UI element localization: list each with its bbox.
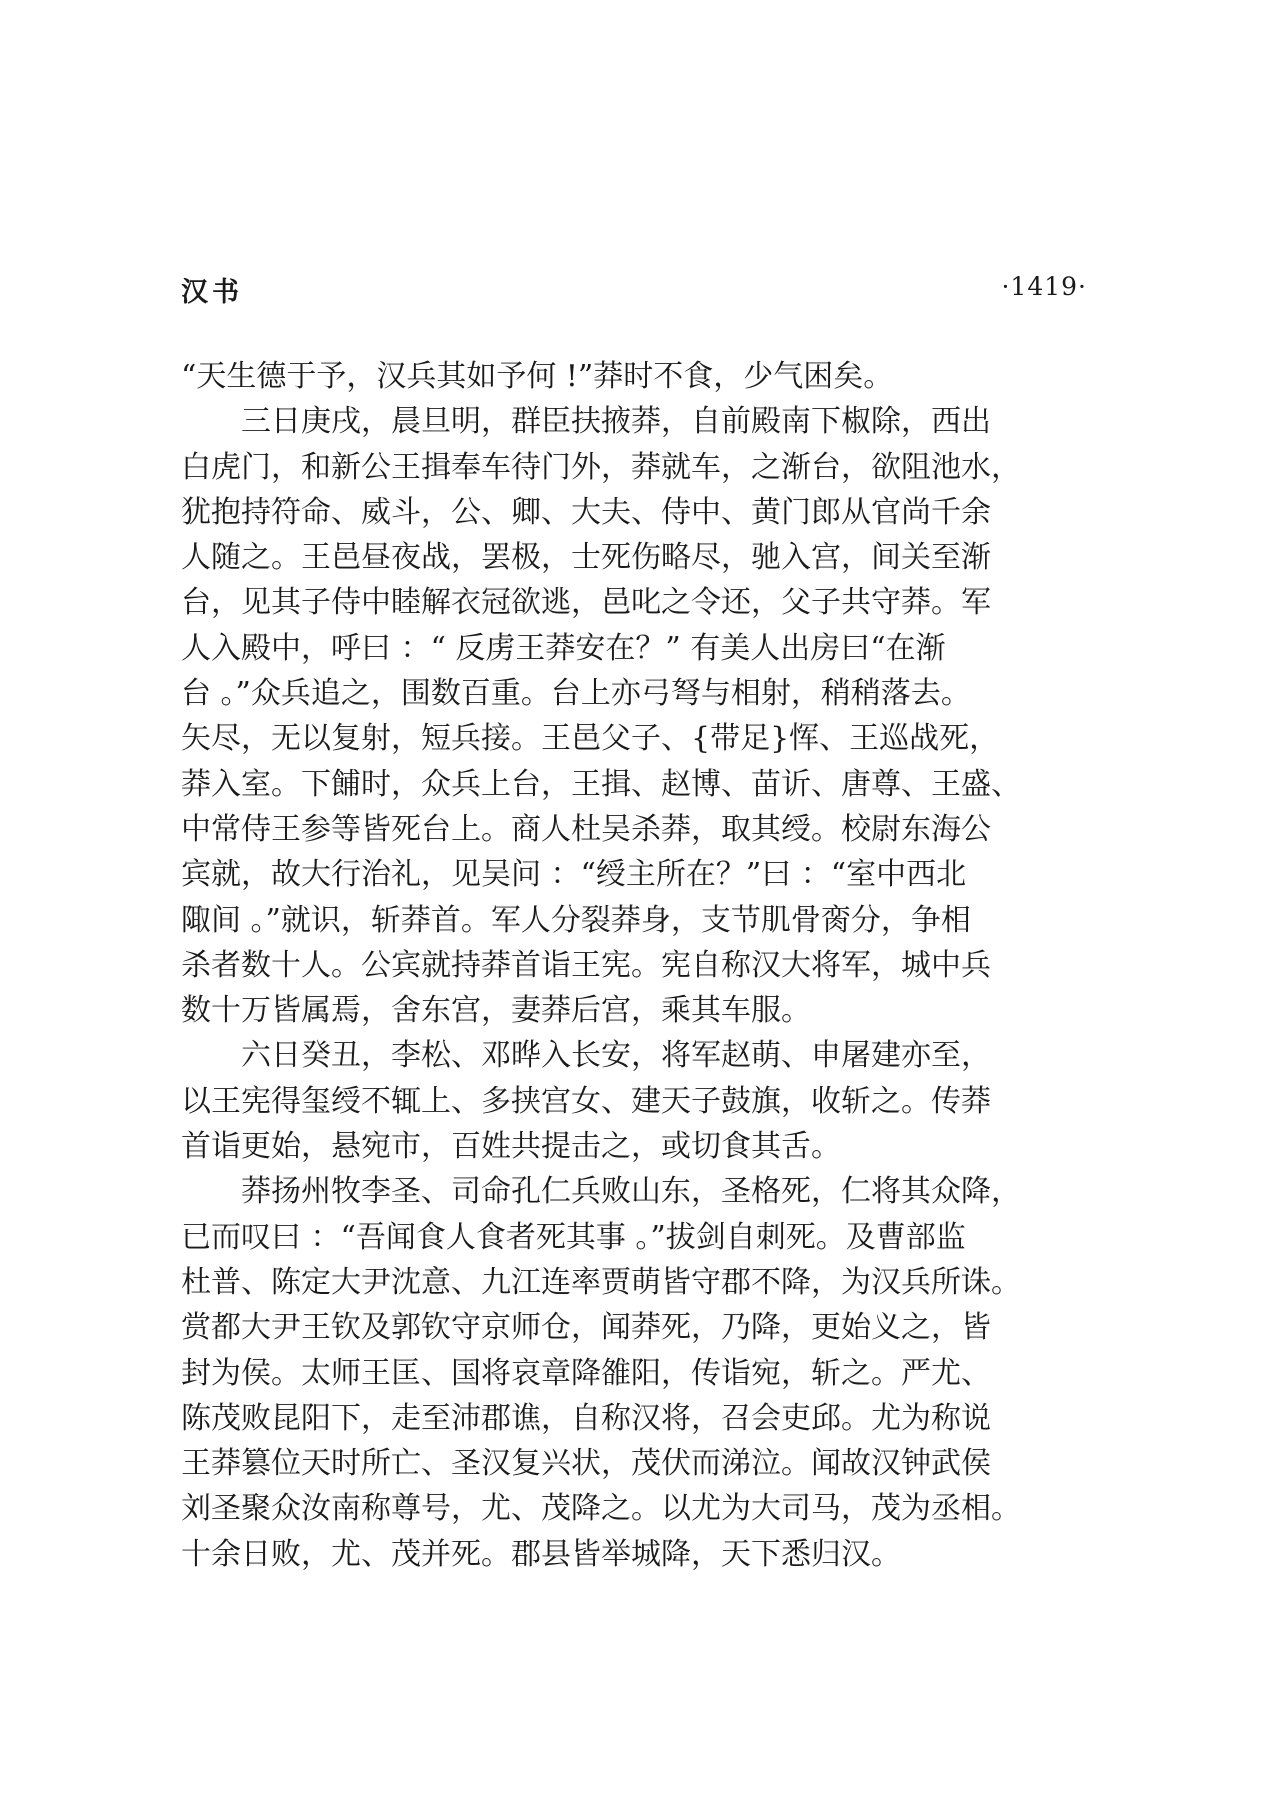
text-line: 陬间 。”就识，斩莽首。军人分裂莽身，支节肌骨脔分，争相 bbox=[181, 902, 971, 938]
text-line: 王莽篡位天时所亡、圣汉复兴状，茂伏而涕泣。闻故汉钟武侯 bbox=[181, 1446, 991, 1482]
text-line: 人随之。王邑昼夜战，罢极，士死伤略尽，驰入宫，间关至渐 bbox=[181, 540, 991, 576]
text-line: 已而叹曰 ：“吾闻食人食者死其事 。”拔剑自刺死。及曹部监 bbox=[181, 1219, 966, 1255]
text-line: 人入殿中，呼曰 ：“ 反虏王莽安在？” 有美人出房曰“在渐 bbox=[181, 630, 946, 666]
text-line: 刘圣聚众汝南称尊号，尤、茂降之。以尤为大司马，茂为丞相。 bbox=[181, 1491, 1021, 1527]
text-line: 杜普、陈定大尹沈意、九江连率贾萌皆守郡不降，为汉兵所诛。 bbox=[181, 1264, 1021, 1300]
page-header bbox=[181, 270, 1087, 310]
text-line: 宾就，故大行治礼，见吴问 ：“绶主所在？”曰 ：“室中西北 bbox=[181, 857, 967, 893]
text-line: 莽扬州牧李圣、司命孔仁兵败山东，圣格死，仁将其众降， bbox=[181, 1174, 1021, 1210]
text-line: “天生德于予，汉兵其如予何 !”莽时不食，少气困矣。 bbox=[181, 359, 894, 394]
text-line: 杀者数十人。公宾就持莽首诣王宪。宪自称汉大将军，城中兵 bbox=[181, 947, 991, 983]
text-line: 陈茂败昆阳下，走至沛郡谯，自称汉将，召会吏邱。尤为称说 bbox=[181, 1400, 991, 1436]
text-line: 封为侯。太师王匡、国将哀章降雒阳，传诣宛，斩之。严尤、 bbox=[181, 1355, 991, 1391]
text-line: 六日癸丑，李松、邓晔入长安，将军赵萌、申屠建亦至， bbox=[181, 1038, 991, 1074]
text-line: 三日庚戌，晨旦明，群臣扶掖莽，自前殿南下椒除，西出 bbox=[181, 404, 991, 440]
text-line: 赏都大尹王钦及郭钦守京师仓，闻莽死，乃降，更始义之，皆 bbox=[181, 1310, 991, 1346]
text-line: 中常侍王参等皆死台上。商人杜吴杀莽，取其绶。校尉东海公 bbox=[181, 811, 991, 847]
text-line: 以王宪得玺绶不辄上、多挟宫女、建天子鼓旗，收斩之。传莽 bbox=[181, 1083, 991, 1119]
text-line: 犹抱持符命、威斗，公、卿、大夫、侍中、黄门郎从官尚千余 bbox=[181, 494, 991, 530]
page-number: ·1419· bbox=[1001, 272, 1087, 301]
running-title: 汉书 bbox=[181, 277, 243, 308]
text-line: 矢尽，无以复射，短兵接。王邑父子、{带足}恽、王巡战死， bbox=[181, 721, 1000, 757]
text-line: 莽入室。下餔时，众兵上台，王揖、赵博、苗䜣、唐尊、王盛、 bbox=[181, 766, 1021, 802]
text-line: 数十万皆属焉，舍东宫，妻莽后宫，乘其车服。 bbox=[181, 993, 811, 1029]
text-line: 台，见其子侍中睦解衣冠欲逃，邑叱之令还，父子共守莽。军 bbox=[181, 585, 991, 621]
body-text bbox=[181, 354, 1087, 1577]
text-line: 台 。”众兵追之，围数百重。台上亦弓弩与相射，稍稍落去。 bbox=[181, 676, 971, 712]
text-line: 十余日败，尤、茂并死。郡县皆举城降，天下悉归汉。 bbox=[181, 1536, 901, 1572]
text-line: 白虎门，和新公王揖奉车待门外，莽就车，之渐台，欲阻池水， bbox=[181, 449, 1021, 485]
text-line: 首诣更始，悬宛市，百姓共提击之，或切食其舌。 bbox=[181, 1129, 841, 1165]
